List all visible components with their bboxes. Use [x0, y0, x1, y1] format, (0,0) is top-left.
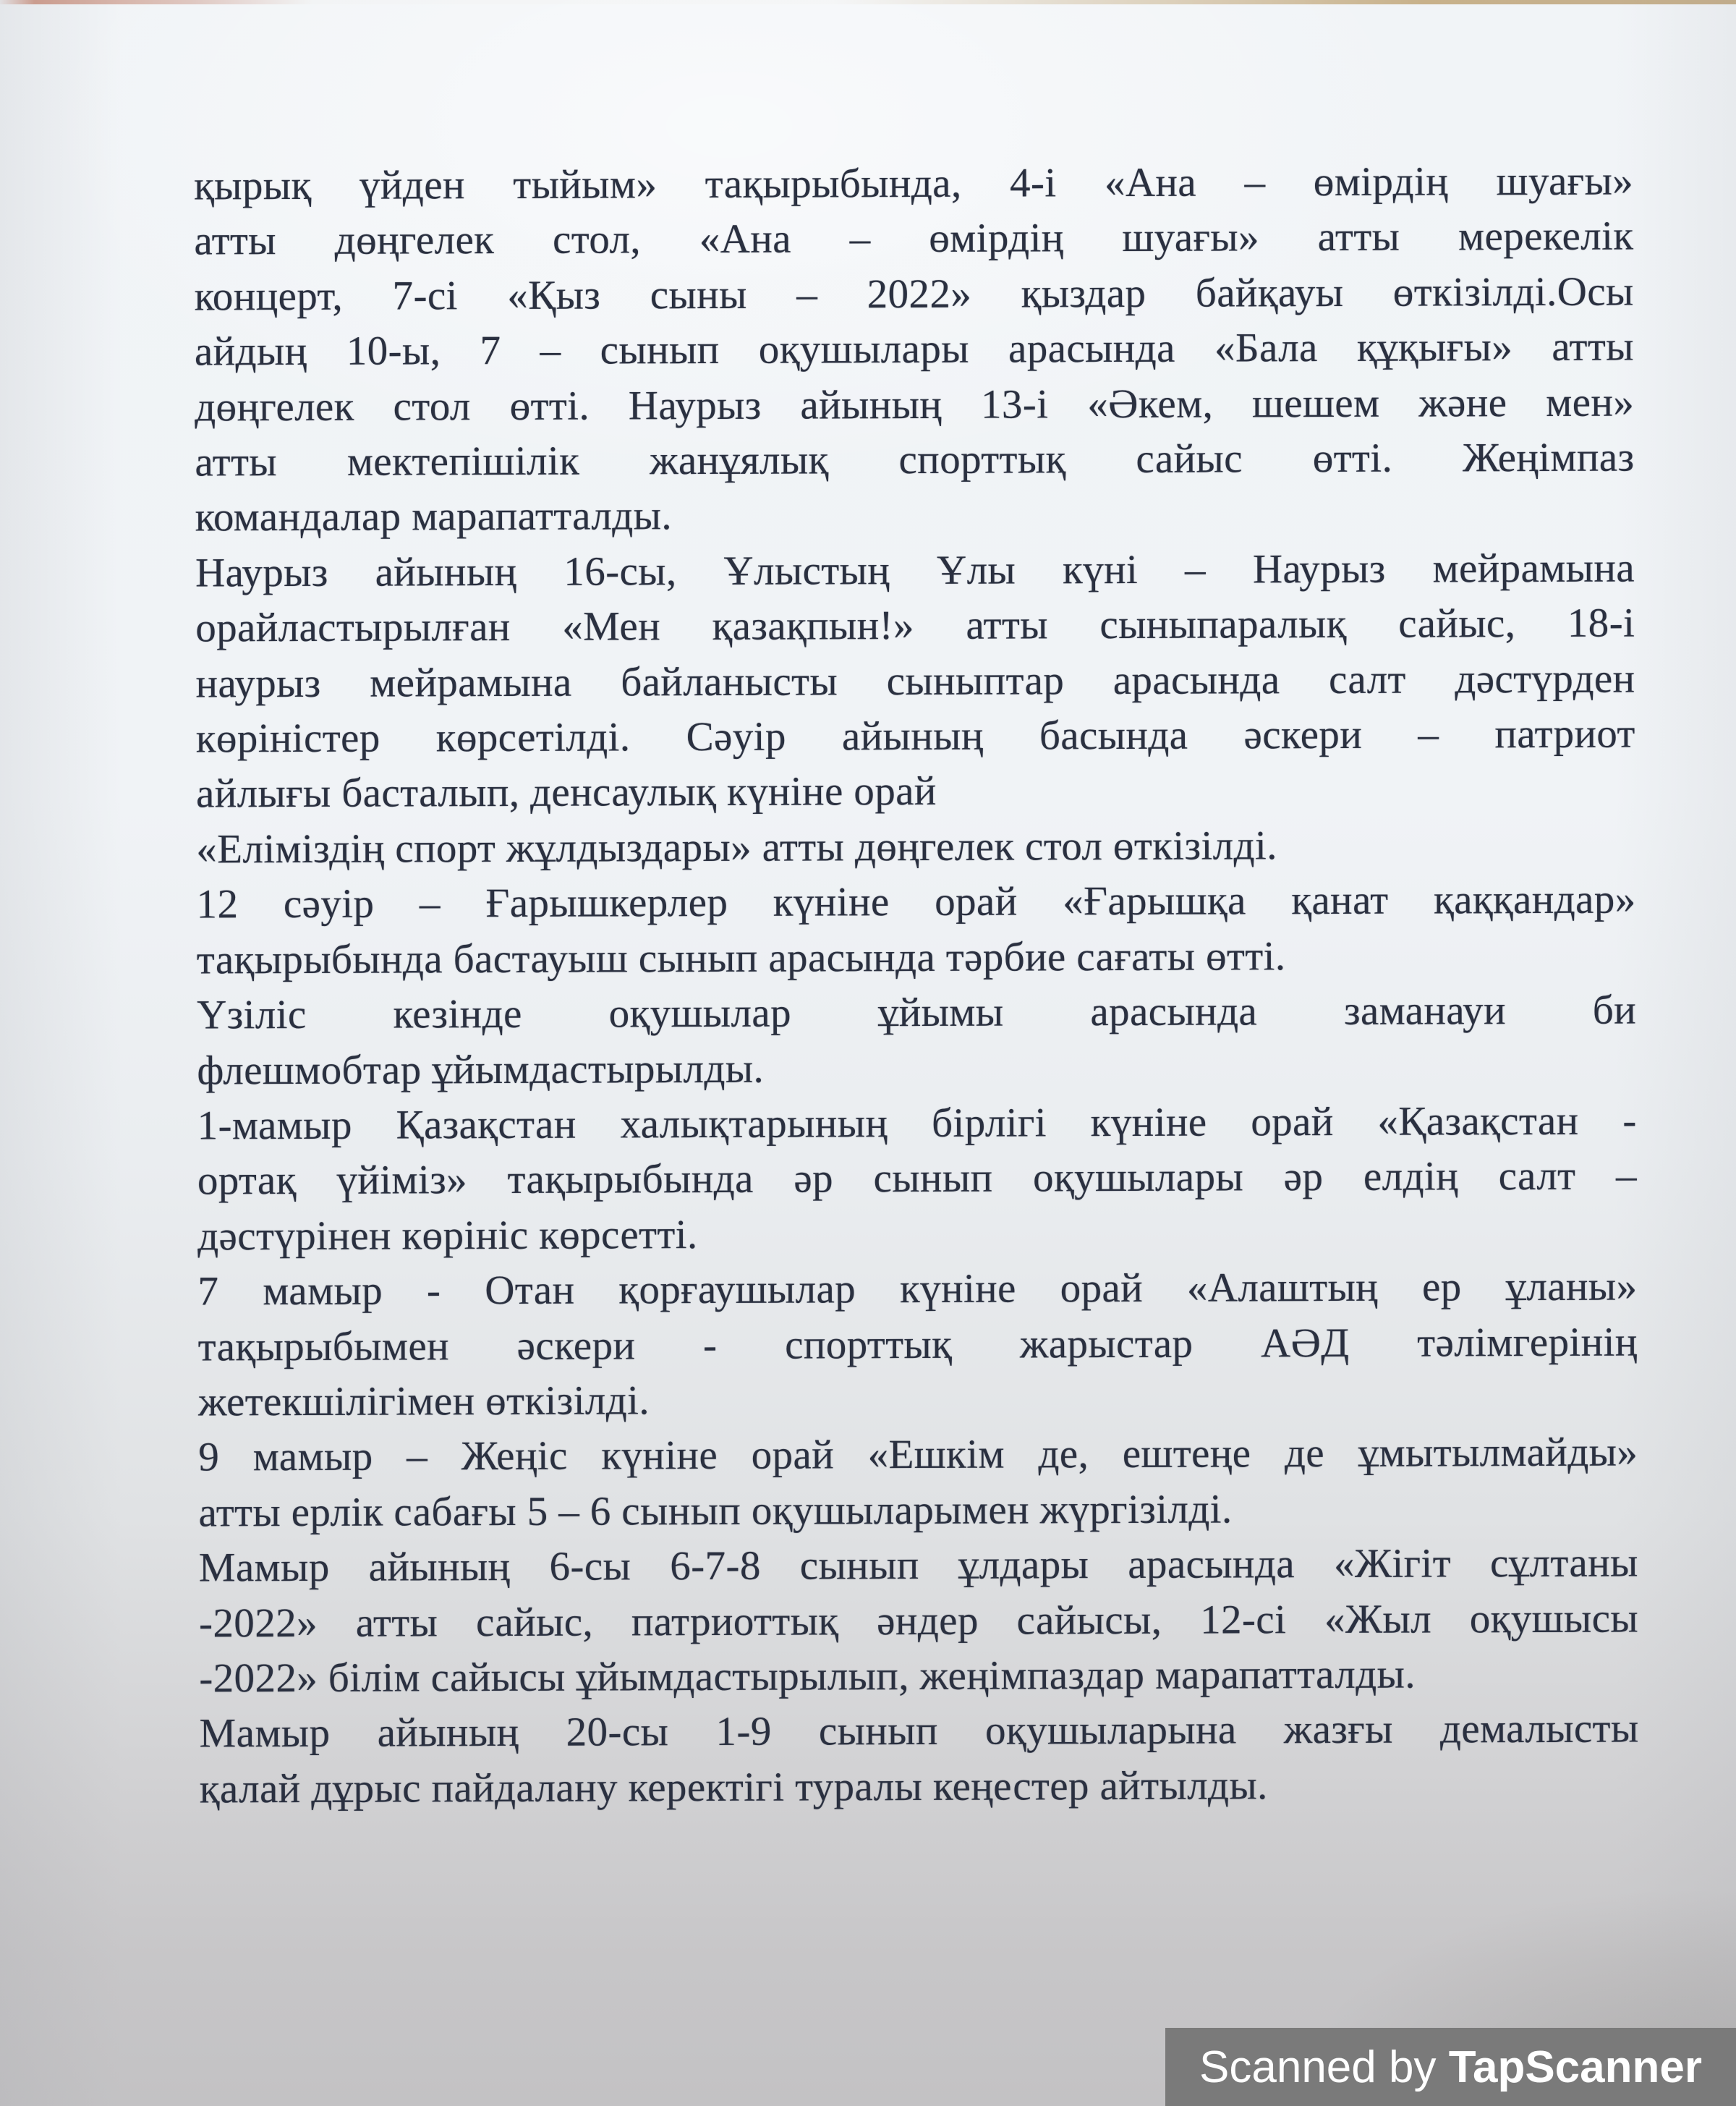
text-line: Наурыз айының 16-сы, Ұлыстың Ұлы күні – Наурыз мейрамына — [195, 545, 1635, 596]
text-line: дөңгелек стол өтті. Наурыз айының 13-і «Әкем, шешем және мен» — [195, 379, 1635, 430]
text-line: -2022» білім сайысы ұйымдастырылып, жеңімпаздар марапатталды. — [199, 1651, 1416, 1702]
text-line: атты мектепішілік жанұялық спорттық сайыс өтті. Жеңімпаз — [195, 434, 1635, 485]
scanned-by-text: Scanned by — [1199, 2042, 1449, 2092]
text-line: көріністер көрсетілді. Сәуір айының басында әскери – патриот — [195, 710, 1635, 762]
text-line: қалай дұрыс пайдалану керектігі туралы кеңестер айтылды. — [199, 1762, 1268, 1812]
text-line: Мамыр айының 6-сы 6-7-8 сынып ұлдары арасында «Жігіт сұлтаны — [198, 1540, 1638, 1591]
text-line: 7 мамыр - Отан қорғаушылар күніне орай «Алаштың ер ұланы» — [197, 1263, 1638, 1315]
text-line: 9 мамыр – Жеңіс күніне орай «Ешкім де, ештеңе де ұмытылмайды» — [198, 1429, 1638, 1480]
text-line: айлығы басталып, денсаулық күніне орай — [195, 768, 937, 817]
text-line: Үзіліс кезінде оқушылар ұйымы арасында заманауи би — [197, 987, 1637, 1038]
text-line: атты ерлік сабағы 5 – 6 сынып оқушыларымен жүргізілді. — [198, 1486, 1233, 1536]
text-line: қырық үйден тыйым» тақырыбында, 4-і «Ана – өмірдің шуағы» — [194, 158, 1634, 209]
text-line: ортақ үйіміз» тақырыбында әр сынып оқушылары әр елдің салт – — [197, 1152, 1638, 1204]
text-line: концерт, 7-сі «Қыз сыны – 2022» қыздар байқауы өткізілді.Осы — [194, 268, 1634, 320]
text-line: орайластырылған «Мен қазақпын!» атты сыныпаралық сайыс, 18-і — [195, 600, 1635, 651]
text-line: Мамыр айының 20-сы 1-9 сынып оқушыларына жазғы демалысты — [199, 1705, 1639, 1757]
text-line: атты дөңгелек стол, «Ана – өмірдің шуағы» атты мерекелік — [194, 213, 1634, 264]
scan-edge-artifact — [0, 0, 1736, 4]
text-line: флешмобтар ұйымдастырылды. — [197, 1045, 765, 1093]
text-line: тақырыбымен әскери - спорттық жарыстар АӘД тәлімгерінің — [197, 1319, 1638, 1370]
text-line: 1-мамыр Қазақстан халықтарының бірлігі күніне орай «Қазақстан - — [197, 1097, 1637, 1149]
text-line: наурыз мейрамына байланысты сыныптар арасында салт дәстүрден — [195, 655, 1635, 707]
text-line: командалар марапатталды. — [195, 493, 673, 540]
text-line: тақырыбында бастауыш сынып арасында тәрбие сағаты өтті. — [196, 933, 1286, 983]
text-line: жетекшілігімен өткізілді. — [197, 1377, 650, 1425]
text-line: айдың 10-ы, 7 – сынып оқушылары арасында «Бала құқығы» атты — [194, 323, 1635, 375]
text-line: дәстүрінен көрініс көрсетті. — [197, 1211, 698, 1260]
tapscanner-brand: TapScanner — [1448, 2042, 1702, 2092]
document-text — [194, 154, 1639, 1817]
text-line: 12 сәуір – Ғарышкерлер күніне орай «Ғарышқа қанат қаққандар» — [196, 876, 1636, 927]
tapscanner-watermark — [1165, 2028, 1736, 2106]
text-line: «Еліміздің спорт жұлдыздары» атты дөңгелек стол өткізілді. — [196, 823, 1277, 872]
text-line: -2022» атты сайыс, патриоттық әндер сайысы, 12-сі «Жыл оқушысы — [198, 1595, 1639, 1647]
